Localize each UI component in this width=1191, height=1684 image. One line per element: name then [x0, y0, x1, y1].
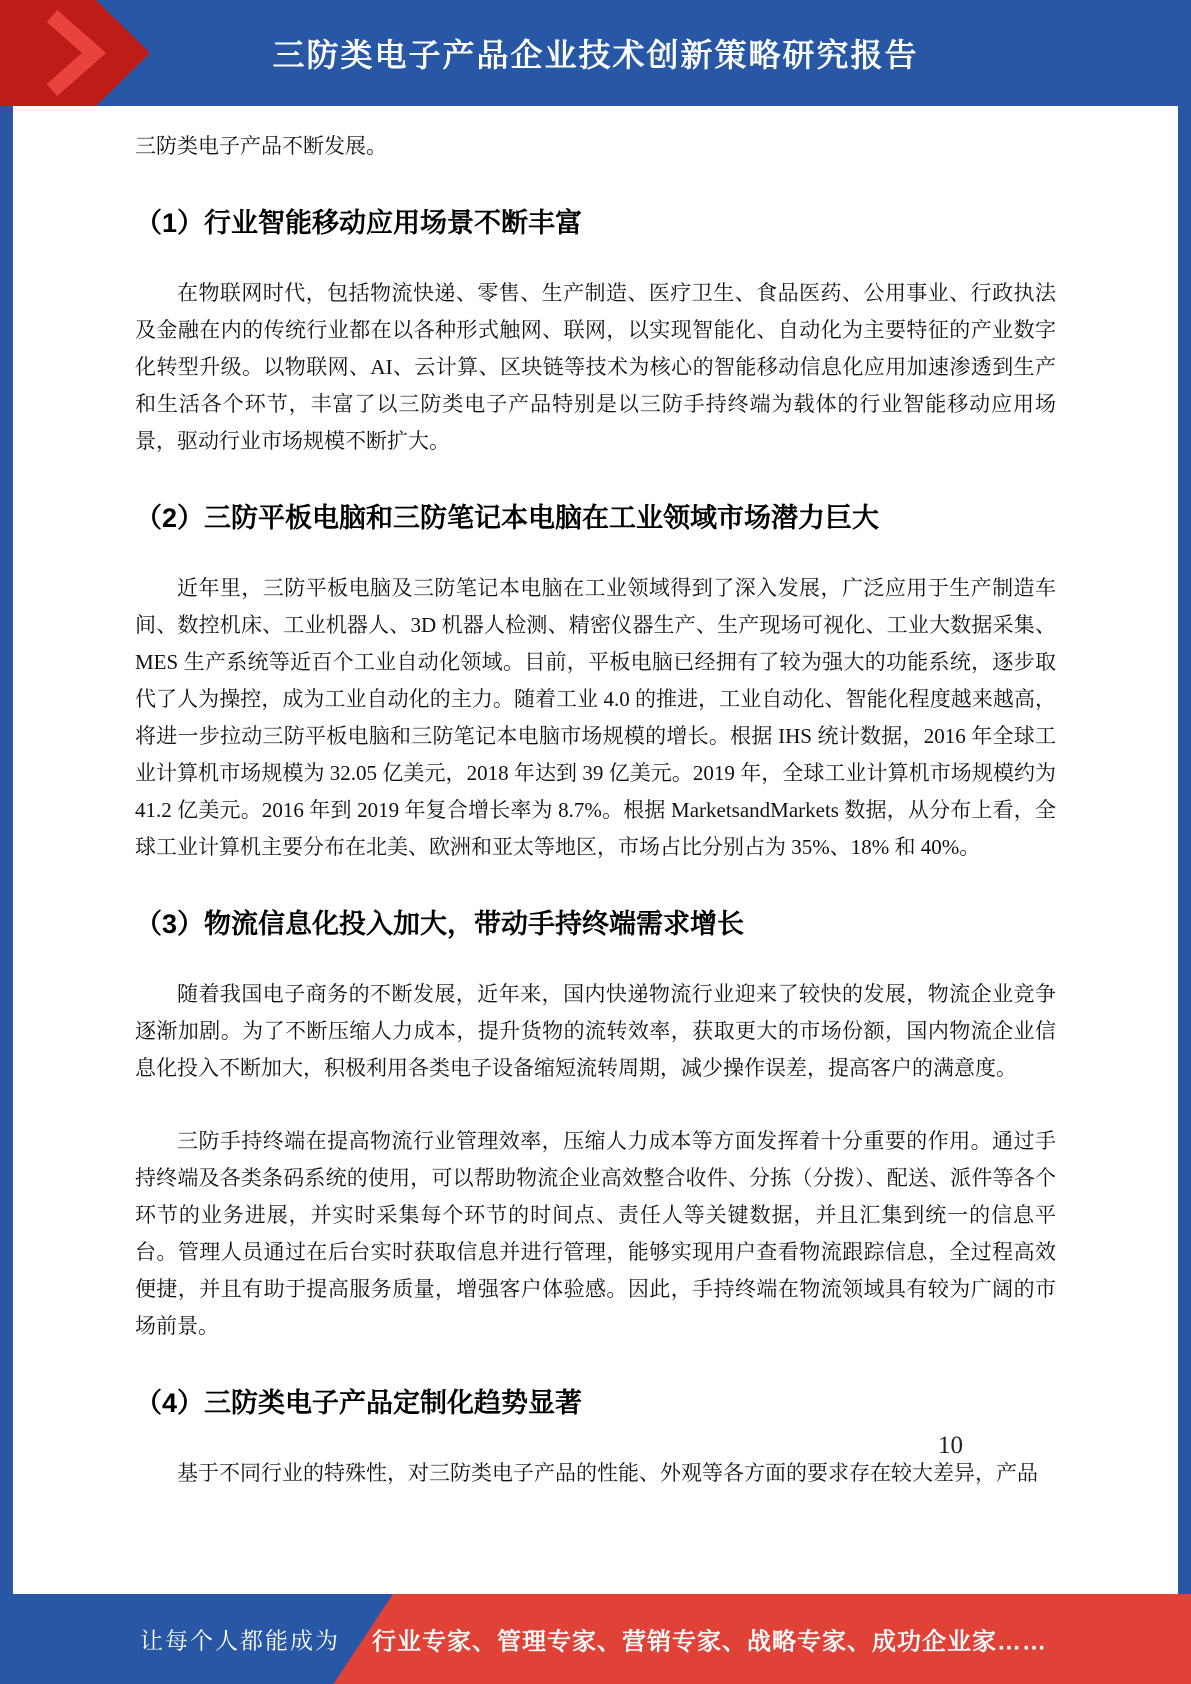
page-footer: [0, 1594, 1191, 1684]
paragraph: 随着我国电子商务的不断发展，近年来，国内快递物流行业迎来了较快的发展，物流企业竞争逐渐加剧。为了不断压缩人力成本，提升货物的流转效率，获取更大的市场份额，国内物流企业信息化投入不断加大，积极利用各类电子设备缩短流转周期，减少操作误差，提高客户的满意度。: [135, 982, 1056, 1080]
footer-slogan-right: 行业专家、管理专家、营销专家、战略专家、成功企业家……: [372, 1628, 1047, 1656]
section-heading-3: （3）物流信息化投入加大，带动手持终端需求增长: [135, 909, 745, 939]
section-heading-4: （4）三防类电子产品定制化趋势显著: [135, 1388, 583, 1418]
page-number: 10: [938, 1432, 963, 1459]
page-header: [0, 0, 1191, 106]
section-heading-1: （1）行业智能移动应用场景不断丰富: [135, 208, 583, 238]
page-frame-right: [1178, 0, 1191, 1684]
intro-text: 三防类电子产品不断发展。: [135, 134, 387, 158]
footer-slogan-left: 让每个人都能成为: [140, 1627, 340, 1654]
section-heading-2: （2）三防平板电脑和三防笔记本电脑在工业领域市场潜力巨大: [135, 503, 880, 533]
report-title: 三防类电子产品企业技术创新策略研究报告: [272, 37, 919, 73]
page-frame-left: [0, 0, 13, 1684]
page-content: [135, 106, 1056, 1492]
paragraph: 近年里，三防平板电脑及三防笔记本电脑在工业领域得到了深入发展，广泛应用于生产制造车间、数控机床、工业机器人、3D 机器人检测、精密仪器生产、生产现场可视化、工业大数据采集、MES 生产系统等近百个工业自动化领域。目前，平板电脑已经拥有了较为强大的功能系统，逐步取代了人为操控，成为工业自动化的主力。随着工业 4.0 的推进，工业自动化、智能化程度越来越高，将进一步拉动三防平板电脑和三防笔记本电脑市场规模的增长。根据 IHS 统计数据，2016 年全球工业计算机市场规模为 32.05 亿美元，2018 年达到 39 亿美元。2019 年，全球工业计算机市场规模约为 41.2 亿美元。2016 年到 2019 年复合增长率为 8.7%。根据 MarketsandMarkets 数据，从分布上看，全球工业计算机主要分布在北美、欧洲和亚太等地区，市场占比分别占为 35%、18% 和 40%。: [135, 576, 1056, 859]
paragraph: 基于不同行业的特殊性，对三防类电子产品的性能、外观等各方面的要求存在较大差异，产品: [177, 1461, 1038, 1485]
paragraph: 三防手持终端在提高物流行业管理效率，压缩人力成本等方面发挥着十分重要的作用。通过手持终端及各类条码系统的使用，可以帮助物流企业高效整合收件、分拣（分拨）、配送、派件等各个环节的业务进展，并实时采集每个环节的时间点、责任人等关键数据，并且汇集到统一的信息平台。管理人员通过在后台实时获取信息并进行管理，能够实现用户查看物流跟踪信息，全过程高效便捷，并且有助于提高服务质量，增强客户体验感。因此，手持终端在物流领域具有较为广阔的市场前景。: [135, 1129, 1056, 1338]
paragraph: 在物联网时代，包括物流快递、零售、生产制造、医疗卫生、食品医药、公用事业、行政执法及金融在内的传统行业都在以各种形式触网、联网，以实现智能化、自动化为主要特征的产业数字化转型升级。以物联网、AI、云计算、区块链等技术为核心的智能移动信息化应用加速渗透到生产和生活各个环节，丰富了以三防类电子产品特别是以三防手持终端为载体的行业智能移动应用场景，驱动行业市场规模不断扩大。: [135, 281, 1056, 453]
red-arrow-icon: [0, 0, 152, 106]
